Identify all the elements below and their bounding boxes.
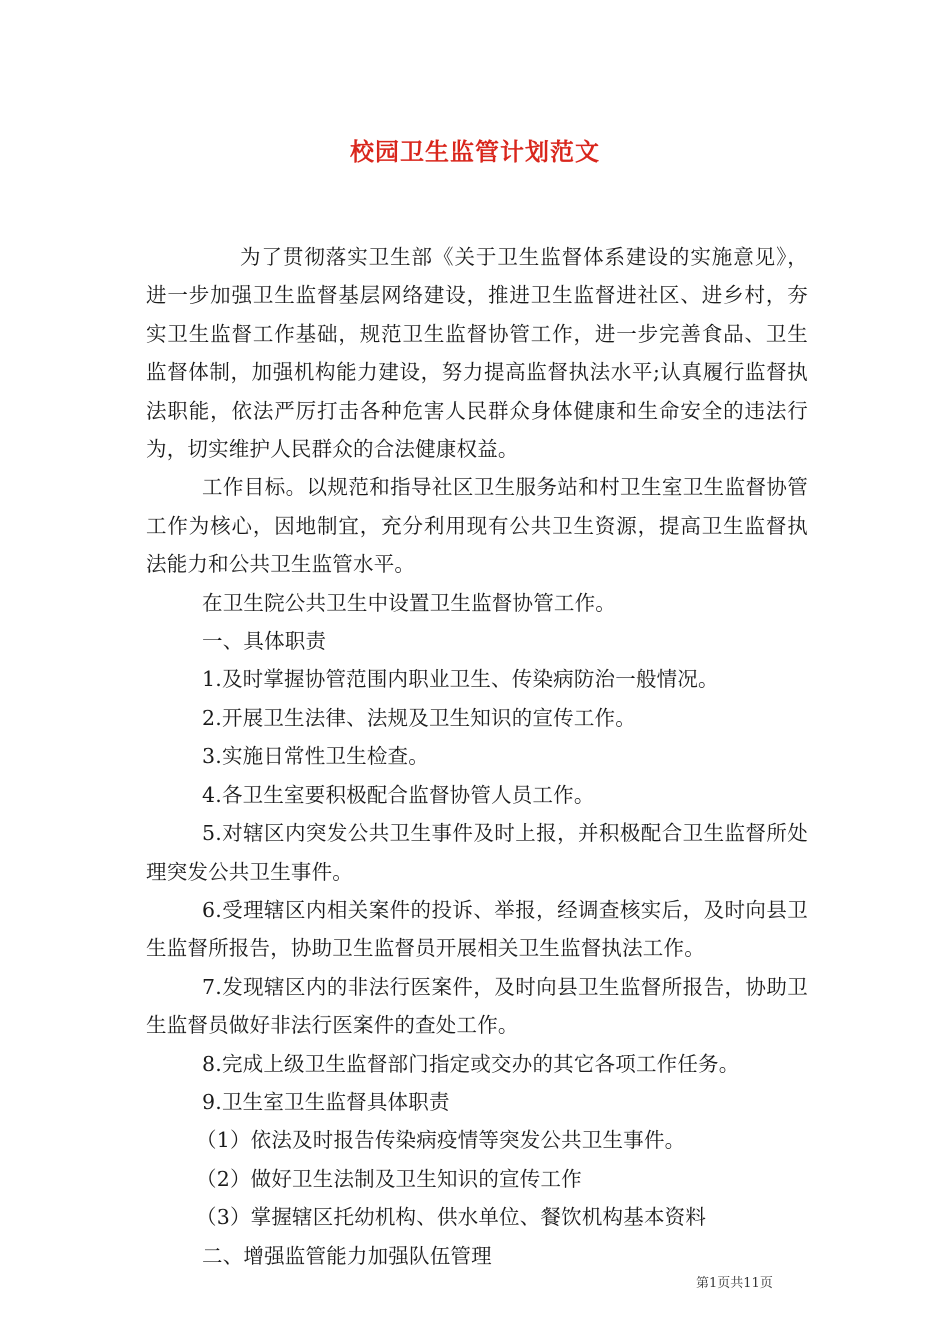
sub-list-item: （1）依法及时报告传染病疫情等突发公共卫生事件。 [196, 1128, 686, 1153]
list-item: 7.发现辖区内的非法行医案件，及时向县卫生监督所报告，协助卫生监督员做好非法行医案件的查处工作。 [146, 974, 808, 1038]
list-item: 6.受理辖区内相关案件的投诉、举报，经调查核实后，及时向县卫生监督所报告，协助卫生监督员开展相关卫生监督执法工作。 [146, 897, 808, 961]
paragraph-setup: 在卫生院公共卫生中设置卫生监督协管工作。 [202, 590, 616, 615]
sub-list-item: （2）做好卫生法制及卫生知识的宣传工作 [196, 1166, 582, 1191]
list-item: 3.实施日常性卫生检查。 [202, 744, 429, 769]
sub-list-item: （3）掌握辖区托幼机构、供水单位、餐饮机构基本资料 [196, 1205, 707, 1230]
list-item: 2.开展卫生法律、法规及卫生知识的宣传工作。 [202, 705, 636, 730]
list-item: 8.完成上级卫生监督部门指定或交办的其它各项工作任务。 [202, 1051, 740, 1076]
paragraph-intro: 为了贯彻落实卫生部《关于卫生监督体系建设的实施意见》，进一步加强卫生监督基层网络建设，推进卫生监督进社区、进乡村，夯实卫生监督工作基础，规范卫生监督协管工作，进一步完善食品、卫生监督体制，加强机构能力建设，努力提高监督执法水平;认真履行监督执法职能，依法严厉打击各种危害人民群众身体健康和生命安全的违法行为，切实维护人民群众的合法健康权益。 [146, 245, 808, 462]
section-heading-capacity: 二、增强监管能力加强队伍管理 [202, 1243, 492, 1268]
list-item: 4.各卫生室要积极配合监督协管人员工作。 [202, 782, 595, 807]
list-item: 5.对辖区内突发公共卫生事件及时上报，并积极配合卫生监督所处理突发公共卫生事件。 [146, 821, 808, 884]
list-item: 9.卫生室卫生监督具体职责 [202, 1089, 450, 1114]
paragraph-goal: 工作目标。以规范和指导社区卫生服务站和村卫生室卫生监督协管工作为核心，因地制宜，充分利用现有公共卫生资源，提高卫生监督执法能力和公共卫生监管水平。 [146, 475, 808, 577]
page-number: 第1页共11页 [696, 1276, 773, 1291]
document-title: 校园卫生监管计划范文 [350, 137, 600, 166]
section-heading-duties: 一、具体职责 [202, 629, 327, 654]
document-body [146, 238, 808, 1275]
list-item: 1.及时掌握协管范围内职业卫生、传染病防治一般情况。 [202, 667, 719, 692]
